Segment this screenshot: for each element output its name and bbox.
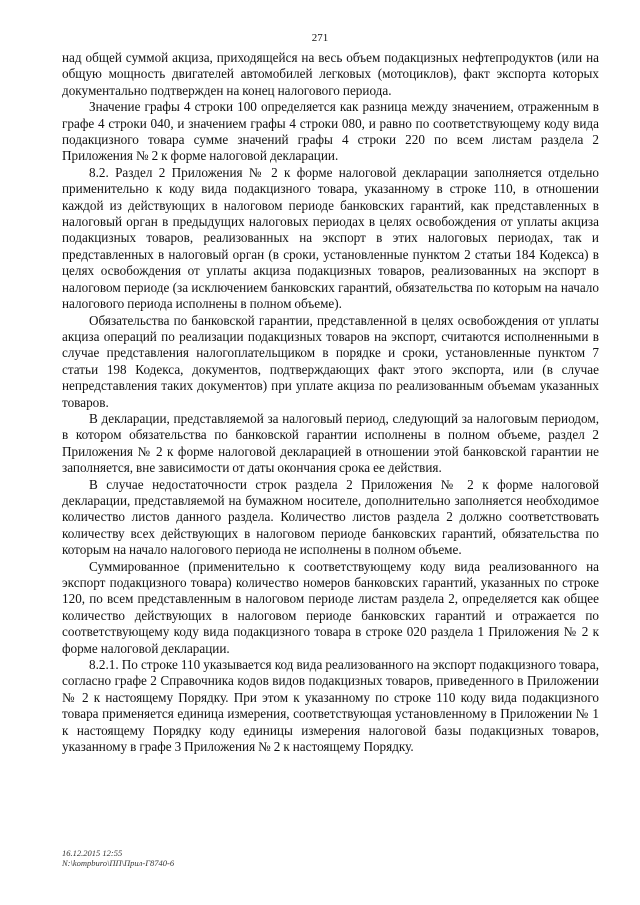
footer-date: 16.12.2015 12:55 [62,848,123,858]
paragraph-section-8-2-1: 8.2.1. По строке 110 указывается код вида реализованного на экспорт подакцизного товара, согласно графе 2 Справочника кодов видов подакцизных товаров, приведенного в Приложении № 2 к настоящему Порядку. При этом к указанному по строке 110 коду вида подакцизного товара применяется единица измерения, соответствующая установленному в Приложении № 1 к настоящему Порядку коду единицы измерения налоговой базы подакцизных товаров, указанному в графе 3 Приложения № 2 к настоящему Порядку. [62,657,599,755]
document-body [62,50,599,755]
paragraph: В случае недостаточности строк раздела 2 Приложения № 2 к форме налоговой декларации, представляемой на бумажном носителе, дополнительно заполняется необходимое количество листов данного раздела. Количество листов раздела 2 должно соответствовать количеству всех действующих в налоговом периоде банковских гарантий, обязательства по которым на начало налогового периода не исполнены в полном объеме. [62,476,599,558]
page-number: 271 [311,32,329,44]
footer-file-path: N:\kompburo\ПП\Прил-Г8740-6 [62,858,175,868]
paragraph: Суммированное (применительно к соответствующему коду вида реализованного на экспорт подакцизного товара) количество номеров банковских гарантий, указанных по строке 120, по всем представленным в налоговом периоде листам раздела 2, определяется как общее количество действующих в налоговом периоде банковских гарантий и отражается по соответствующему коду вида подакцизного товара в строке 020 раздела 1 Приложения № 2 к форме налоговой декларации. [62,558,599,656]
paragraph: Обязательства по банковской гарантии, представленной в целях освобождения от уплаты акциза операций по реализации подакцизных товаров на экспорт, считаются исполненными в случае представления налогоплательщиком в порядке и сроки, установленные пунктом 7 статьи 198 Кодекса, документов, подтверждающих факт этого экспорта, или (в случае непредставления таких документов) при уплате акциза по реализованным объемам указанных товаров. [62,312,599,410]
paragraph: Значение графы 4 строки 100 определяется как разница между значением, отраженным в графе 4 строки 040, и значением графы 4 строки 080, и равно по соответствующему коду вида подакцизного товара сумме значений графы 4 строки 220 по всем листам раздела 2 Приложения № 2 к форме налоговой декларации. [62,99,599,164]
footer-stamp [62,848,174,868]
paragraph-section-8-2: 8.2. Раздел 2 Приложения № 2 к форме налоговой декларации заполняется отдельно применительно к коду вида подакцизного товара, указанному в строке 110, в отношении каждой из действующих в налоговом периоде банковских гарантий, как представленных в налоговый орган в предыдущих налоговых периодах в целях освобождения от уплаты акциза подакцизных товаров, реализованных на экспорт в этих налоговых периодах, так и представленных в налоговый орган (в сроки, установленные пунктом 2 статьи 184 Кодекса) в целях освобождения от уплаты акциза подакцизных товаров, реализованных на экспорт в налоговом периоде (за исключением банковских гарантий, обязательства по которым на начало налогового периода исполнены в полном объеме). [62,164,599,312]
paragraph-continuation: над общей суммой акциза, приходящейся на весь объем подакцизных нефтепродуктов (или на общую мощность двигателей автомобилей легковых (мотоциклов), факт экспорта которых документально подтвержден на конец налогового периода. [62,50,599,98]
paragraph: В декларации, представляемой за налоговый период, следующий за налоговым периодом, в котором обязательства по банковской гарантии исполнены в полном объеме, раздел 2 Приложения № 2 к форме налоговой декларацией в отношении этой банковской гарантии не заполняется, вне зависимости от даты окончания срока ее действия. [62,410,599,476]
